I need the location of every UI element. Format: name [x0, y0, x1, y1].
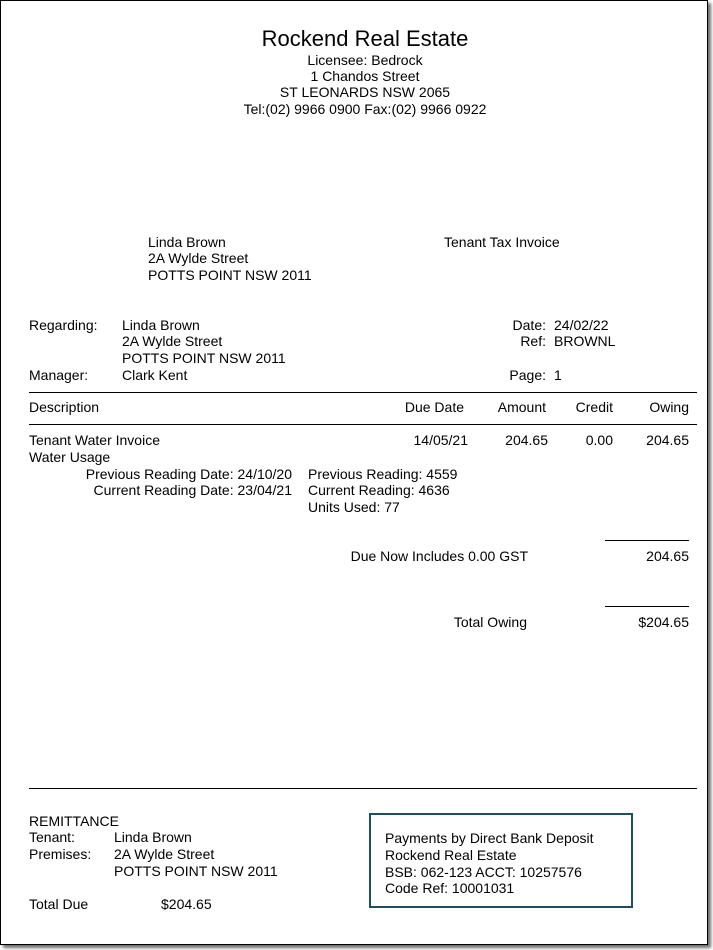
page-value: 1 — [554, 367, 562, 383]
premises-label: Premises: — [29, 846, 92, 862]
table-header-rule — [29, 424, 697, 425]
total-owing-value: $204.65 — [638, 614, 689, 630]
row-credit: 0.00 — [585, 432, 613, 448]
recipient-street: 2A Wylde Street — [148, 250, 249, 266]
due-now-rule — [605, 540, 689, 541]
date-label: Date: — [512, 317, 546, 333]
premises-street: 2A Wylde Street — [114, 846, 215, 862]
total-due-label: Total Due — [29, 896, 89, 912]
tenant-label: Tenant: — [29, 829, 75, 845]
table-top-rule — [29, 392, 697, 393]
tenant-value: Linda Brown — [114, 829, 192, 845]
total-owing-rule — [605, 606, 689, 607]
remittance-rule — [29, 788, 697, 789]
row-due-date: 14/05/21 — [413, 432, 468, 448]
company-street: 1 Chandos Street — [310, 68, 420, 84]
due-now-label: Due Now Includes 0.00 GST — [350, 548, 528, 564]
units-used: Units Used: 77 — [308, 499, 400, 515]
total-owing-label: Total Owing — [453, 614, 527, 630]
company-name: Rockend Real Estate — [261, 26, 469, 51]
total-due-value: $204.65 — [161, 896, 212, 912]
row-owing: 204.65 — [646, 432, 689, 448]
manager-label: Manager: — [29, 367, 89, 383]
date-value: 24/02/22 — [554, 317, 609, 333]
manager-value: Clark Kent — [122, 367, 188, 383]
col-amount-header: Amount — [497, 399, 546, 415]
regarding-suburb: POTTS POINT NSW 2011 — [122, 350, 286, 366]
previous-reading-date: Previous Reading Date: 24/10/20 — [85, 466, 292, 482]
current-reading-date: Current Reading Date: 23/04/21 — [93, 482, 292, 498]
remittance-title: REMITTANCE — [29, 813, 119, 829]
ref-value: BROWNL — [554, 333, 616, 349]
ref-label: Ref: — [520, 333, 546, 349]
row-description: Tenant Water Invoice — [29, 432, 160, 448]
document-title: Tenant Tax Invoice — [444, 234, 560, 250]
current-reading: Current Reading: 4636 — [308, 482, 450, 498]
company-suburb: ST LEONARDS NSW 2065 — [279, 84, 451, 100]
recipient-suburb: POTTS POINT NSW 2011 — [148, 267, 312, 283]
previous-reading: Previous Reading: 4559 — [308, 466, 458, 482]
bank-line-4: Code Ref: 10001031 — [385, 880, 515, 896]
bank-line-2: Rockend Real Estate — [385, 847, 517, 863]
col-owing-header: Owing — [649, 399, 689, 415]
col-credit-header: Credit — [575, 399, 613, 415]
recipient-name: Linda Brown — [148, 234, 226, 250]
regarding-name: Linda Brown — [122, 317, 200, 333]
col-due-date-header: Due Date — [404, 399, 464, 415]
regarding-street: 2A Wylde Street — [122, 333, 223, 349]
page-label: Page: — [509, 367, 546, 383]
bank-line-1: Payments by Direct Bank Deposit — [385, 830, 594, 846]
company-phone: Tel:(02) 9966 0900 Fax:(02) 9966 0922 — [243, 101, 487, 117]
row-amount: 204.65 — [505, 432, 548, 448]
regarding-label: Regarding: — [29, 317, 98, 333]
licensee: Licensee: Bedrock — [307, 52, 423, 68]
col-description-header: Description — [29, 399, 100, 415]
premises-suburb: POTTS POINT NSW 2011 — [114, 863, 278, 879]
bank-line-3: BSB: 062-123 ACCT: 10257576 — [385, 864, 582, 880]
due-now-value: 204.65 — [646, 548, 689, 564]
row-detail-title: Water Usage — [29, 449, 111, 465]
bank-deposit-box — [369, 813, 633, 908]
